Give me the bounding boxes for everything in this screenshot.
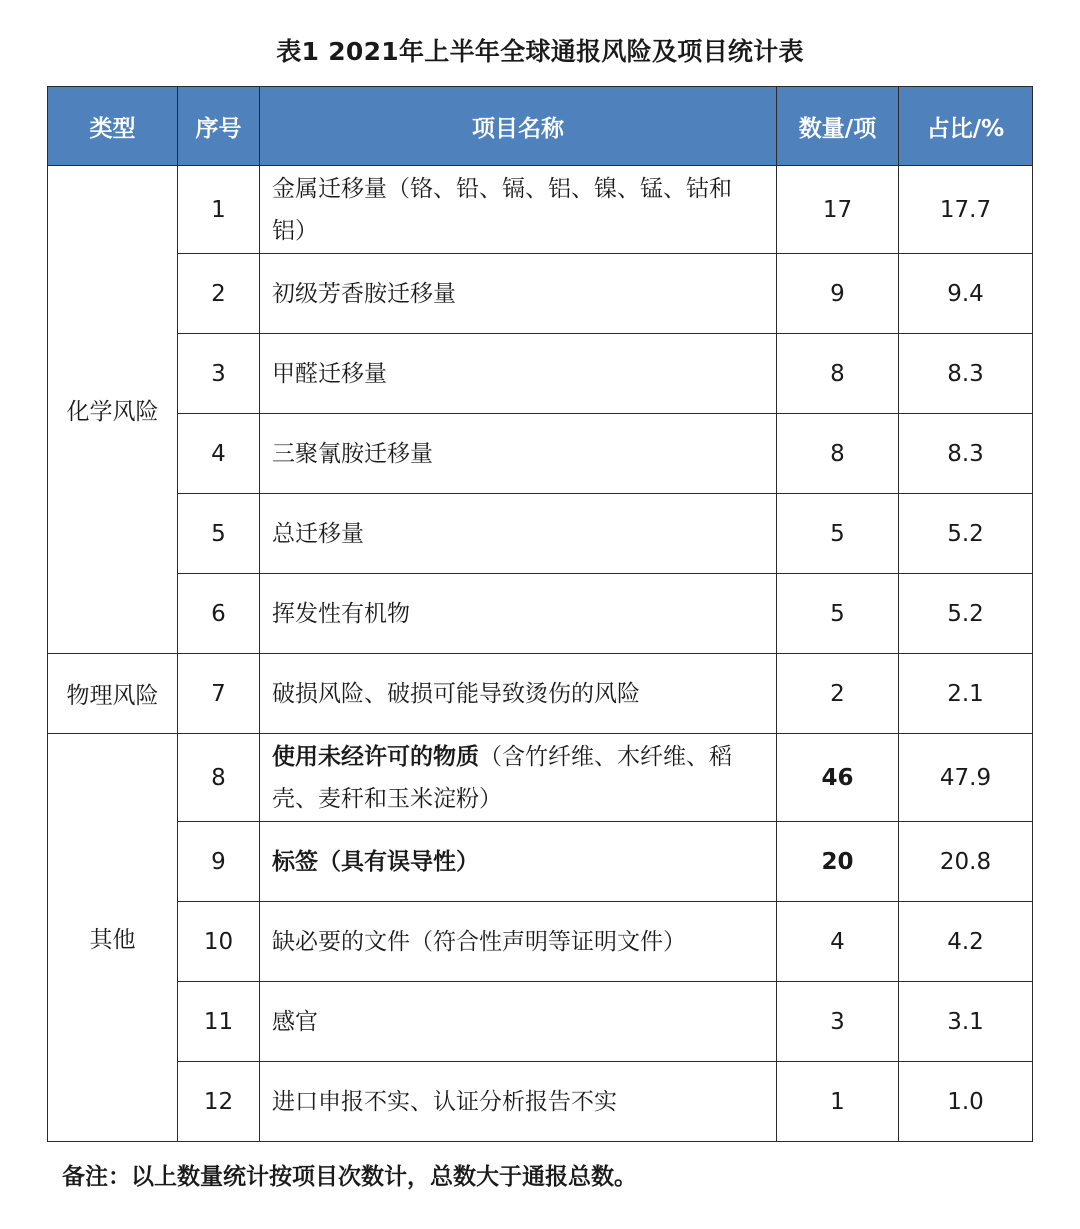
table-row — [48, 574, 1033, 654]
row-count: 3 — [777, 982, 899, 1062]
row-name: 挥发性有机物 — [260, 574, 777, 654]
header-row — [48, 87, 1033, 166]
row-percent: 9.4 — [899, 254, 1033, 334]
row-percent: 8.3 — [899, 334, 1033, 414]
table-row — [48, 734, 1033, 822]
row-no: 3 — [178, 334, 260, 414]
table-row — [48, 822, 1033, 902]
table-row — [48, 494, 1033, 574]
footnote: 备注：以上数量统计按项目次数计，总数大于通报总数。 — [62, 1164, 637, 1190]
row-count: 4 — [777, 902, 899, 982]
row-name — [260, 822, 777, 902]
table-row — [48, 982, 1033, 1062]
table-row — [48, 414, 1033, 494]
row-count: 9 — [777, 254, 899, 334]
header-percent: 占比/% — [899, 87, 1033, 166]
row-no: 10 — [178, 902, 260, 982]
row-percent: 20.8 — [899, 822, 1033, 902]
row-name-bold: 使用未经许可的物质 — [272, 743, 479, 770]
table-row — [48, 1062, 1033, 1142]
row-name: 金属迁移量（铬、铅、镉、铝、镍、锰、钴和铝） — [260, 166, 777, 254]
row-percent: 3.1 — [899, 982, 1033, 1062]
row-percent: 8.3 — [899, 414, 1033, 494]
row-name: 初级芳香胺迁移量 — [260, 254, 777, 334]
row-name: 甲醛迁移量 — [260, 334, 777, 414]
row-percent: 1.0 — [899, 1062, 1033, 1142]
row-count: 5 — [777, 574, 899, 654]
row-percent: 17.7 — [899, 166, 1033, 254]
row-no: 4 — [178, 414, 260, 494]
row-count: 20 — [777, 822, 899, 902]
row-no: 12 — [178, 1062, 260, 1142]
row-name: 感官 — [260, 982, 777, 1062]
row-name — [260, 734, 777, 822]
statistics-table — [47, 86, 1033, 1142]
row-percent: 5.2 — [899, 494, 1033, 574]
row-name: 三聚氰胺迁移量 — [260, 414, 777, 494]
row-count: 2 — [777, 654, 899, 734]
row-count: 8 — [777, 334, 899, 414]
row-name-rest: （含竹纤维、木纤维、稻壳、麦秆和玉米淀粉） — [272, 743, 732, 812]
row-percent: 5.2 — [899, 574, 1033, 654]
type-cell: 化学风险 — [48, 166, 178, 654]
row-name: 缺必要的文件（符合性声明等证明文件） — [260, 902, 777, 982]
table-row — [48, 166, 1033, 254]
row-count: 1 — [777, 1062, 899, 1142]
row-name: 进口申报不实、认证分析报告不实 — [260, 1062, 777, 1142]
row-no: 1 — [178, 166, 260, 254]
row-no: 7 — [178, 654, 260, 734]
type-cell: 其他 — [48, 734, 178, 1142]
table-row — [48, 254, 1033, 334]
row-count: 46 — [777, 734, 899, 822]
row-name: 总迁移量 — [260, 494, 777, 574]
header-no: 序号 — [178, 87, 260, 166]
table-row — [48, 902, 1033, 982]
type-cell: 物理风险 — [48, 654, 178, 734]
row-percent: 4.2 — [899, 902, 1033, 982]
table-title: 表1 2021年上半年全球通报风险及项目统计表 — [276, 37, 804, 66]
row-count: 8 — [777, 414, 899, 494]
row-name-bold: 标签（具有误导性） — [272, 848, 479, 875]
row-no: 9 — [178, 822, 260, 902]
row-percent: 47.9 — [899, 734, 1033, 822]
row-count: 17 — [777, 166, 899, 254]
header-name: 项目名称 — [260, 87, 777, 166]
table-row — [48, 654, 1033, 734]
header-count: 数量/项 — [777, 87, 899, 166]
row-no: 11 — [178, 982, 260, 1062]
row-name: 破损风险、破损可能导致烫伤的风险 — [260, 654, 777, 734]
row-percent: 2.1 — [899, 654, 1033, 734]
row-no: 8 — [178, 734, 260, 822]
header-type: 类型 — [48, 87, 178, 166]
row-count: 5 — [777, 494, 899, 574]
row-no: 6 — [178, 574, 260, 654]
row-no: 2 — [178, 254, 260, 334]
table-row — [48, 334, 1033, 414]
row-no: 5 — [178, 494, 260, 574]
